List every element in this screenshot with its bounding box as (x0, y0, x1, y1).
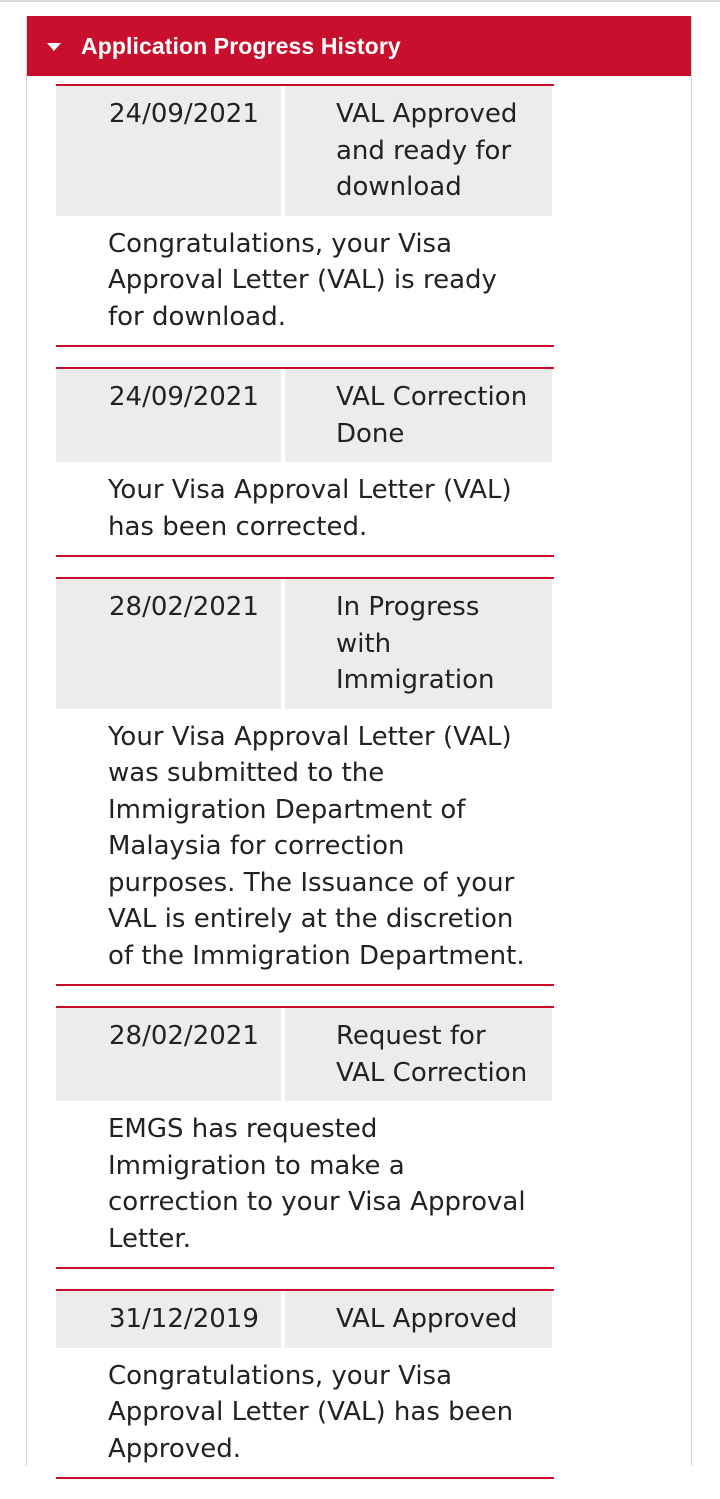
entry-description: Congratulations, your Visa Approval Letter (VAL) has been Approved. (108, 1360, 514, 1464)
entry-status: In Progress with Immigration (285, 579, 552, 709)
entry-status: Request for VAL Correction (285, 1008, 552, 1101)
caret-down-icon[interactable] (47, 43, 61, 51)
entry-description: Your Visa Approval Letter (VAL) has been corrected. (108, 475, 512, 542)
entry-header-row (56, 86, 554, 216)
entry-header-row (56, 1291, 554, 1348)
entry-description: Your Visa Approval Letter (VAL) was submitted to the Immigration Department of Malaysia for correction purposes. The Issuance of your VAL is entirely at the discretion of the Immigration Department. (108, 721, 525, 971)
history-entry (56, 84, 554, 347)
entry-description: Congratulations, your Visa Approval Letter (VAL) is ready for download. (108, 228, 497, 332)
entry-header-row (56, 579, 554, 709)
entry-date: 31/12/2019 (56, 1291, 281, 1348)
entry-header-row (56, 1008, 554, 1101)
entry-date: 24/09/2021 (56, 86, 281, 216)
history-entry (56, 1006, 554, 1269)
progress-history-header[interactable] (27, 16, 691, 76)
top-divider (0, 0, 720, 2)
entry-status: VAL Approved (285, 1291, 552, 1348)
entry-status: VAL Correction Done (285, 369, 552, 462)
entry-status: VAL Approved and ready for download (285, 86, 552, 216)
entry-description: EMGS has requested Immigration to make a correction to your Visa Approval Letter. (108, 1114, 526, 1254)
entry-date: 24/09/2021 (56, 369, 281, 462)
history-entry (56, 367, 554, 557)
history-entry (56, 577, 554, 986)
history-list (56, 84, 554, 1499)
panel-title: Application Progress History (81, 32, 401, 59)
history-entry (56, 1289, 554, 1479)
entry-date: 28/02/2021 (56, 579, 281, 709)
entry-header-row (56, 369, 554, 462)
entry-date: 28/02/2021 (56, 1008, 281, 1101)
